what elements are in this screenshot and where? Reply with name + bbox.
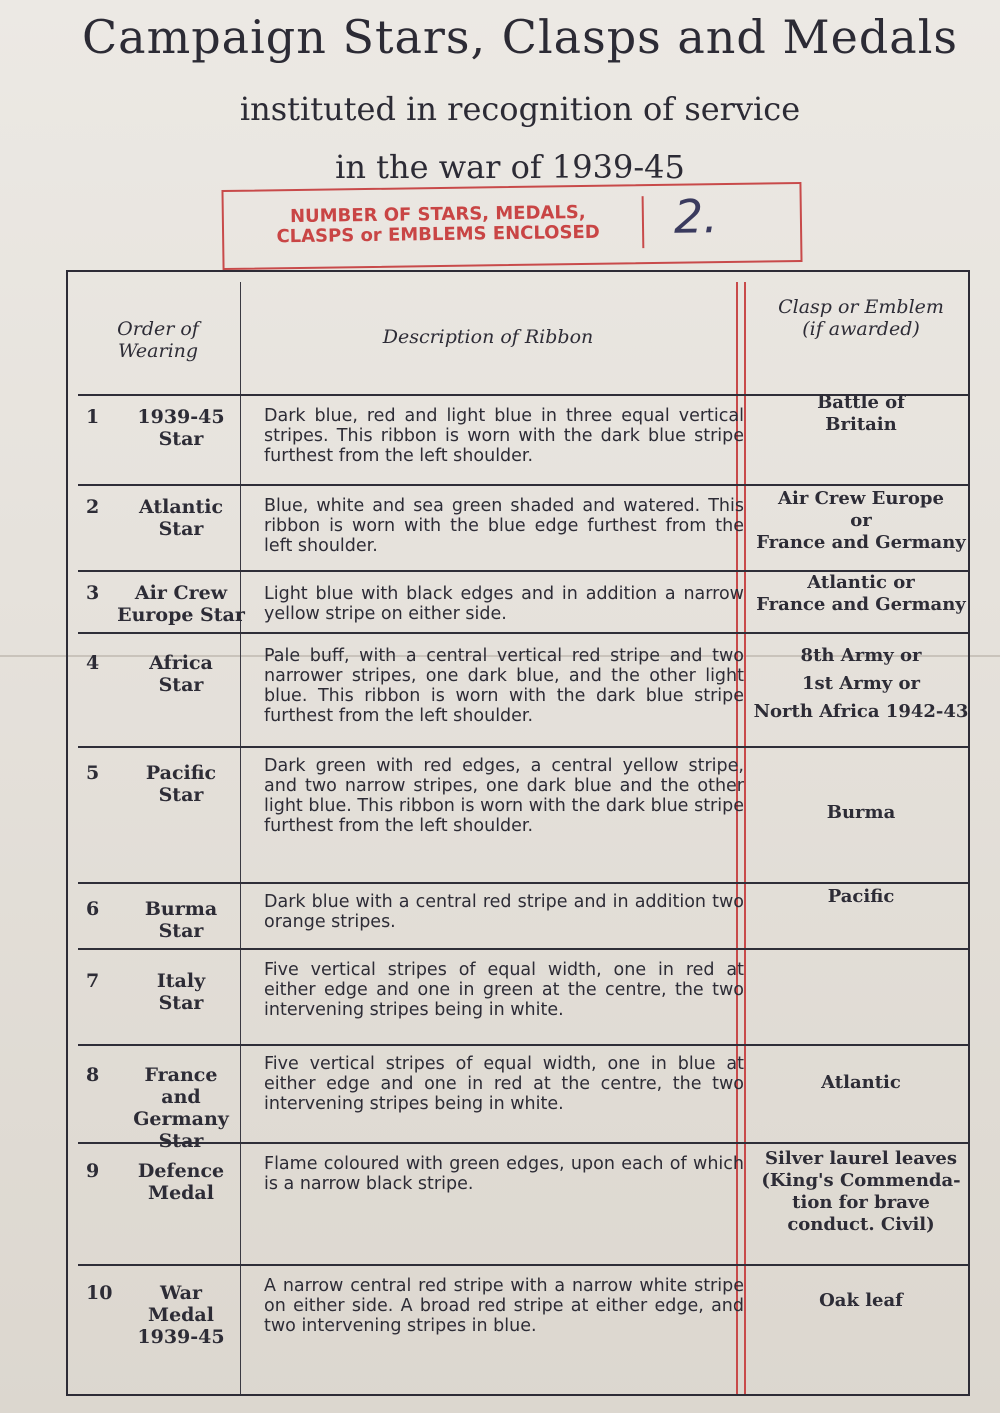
clasp-emblem: Pacific — [827, 886, 895, 907]
clasp-emblem: Air Crew Europe or France and Germany — [756, 488, 966, 553]
enclosed-label-line-2: CLASPS or EMBLEMS ENCLOSED — [276, 221, 600, 248]
order-number: 2 — [86, 496, 100, 518]
enclosed-count-divider — [642, 196, 645, 248]
order-number: 7 — [86, 970, 100, 992]
ribbon-description: A narrow central red stripe with a narrow white stripe on either side. A broad red stripe at either edge, and two intervening stripes in blue. — [264, 1276, 744, 1336]
row-divider — [78, 746, 968, 748]
row-divider — [78, 632, 968, 634]
subtitle-line-1: instituted in recognition of service — [239, 90, 801, 128]
ribbon-description: Pale buff, with a central vertical red stripe and two narrower stripes, one dark blue, and the other light blue. This ribbon is worn with the dark blue stripe furthest from the left shoulder. — [264, 646, 744, 726]
ribbon-description: Blue, white and sea green shaded and watered. This ribbon is worn with the blue edge furthest from the left shoulder. — [264, 496, 744, 556]
ribbon-description: Flame coloured with green edges, upon each of which is a narrow black stripe. — [264, 1154, 744, 1194]
medal-name: War Medal 1939-45 — [137, 1282, 225, 1348]
medal-name: Italy Star — [156, 970, 206, 1014]
ribbon-description: Dark blue with a central red stripe and in addition two orange stripes. — [264, 892, 744, 932]
order-number: 8 — [86, 1064, 100, 1086]
ribbon-description: Five vertical stripes of equal width, one in blue at either edge and one in red at the centre, the two intervening stripes being in white. — [264, 1054, 744, 1114]
clasp-emblem: Battle of Britain — [817, 392, 905, 435]
medal-name: France and Germany Star — [133, 1064, 229, 1152]
medals-table — [66, 270, 970, 1396]
header-order-of-wearing — [78, 318, 238, 362]
enclosed-count-label — [238, 202, 639, 248]
header-order-line-2: Wearing — [117, 340, 199, 362]
column-divider-red — [744, 282, 746, 1394]
clasp-emblem: Atlantic or France and Germany — [756, 572, 966, 615]
medal-name: Africa Star — [149, 652, 213, 696]
order-number: 9 — [86, 1160, 100, 1182]
medal-name: Atlantic Star — [138, 496, 224, 540]
clasp-emblem: Silver laurel leaves (King's Commenda- tion for brave conduct. Civil) — [761, 1148, 961, 1235]
row-divider — [78, 882, 968, 884]
row-divider — [78, 1264, 968, 1266]
ribbon-description: Dark blue, red and light blue in three equal vertical stripes. This ribbon is worn with the dark blue stripe furthest from the left shoulder. — [264, 406, 744, 466]
medal-name: Air Crew Europe Star — [117, 582, 245, 626]
header-clasp-or-emblem — [750, 296, 972, 340]
enclosed-label-line-1: NUMBER OF STARS, MEDALS, — [289, 201, 586, 228]
order-number: 3 — [86, 582, 100, 604]
enclosed-count-value: 2. — [673, 189, 719, 244]
medal-name: Pacific Star — [145, 762, 217, 806]
row-divider — [78, 948, 968, 950]
clasp-emblem: 8th Army or 1st Army or North Africa 1942-43 — [753, 645, 969, 722]
ribbon-description: Dark green with red edges, a central yellow stripe, and two narrow stripes, one dark blue and the other light blue. This ribbon is worn with the dark blue stripe furthest from the left shoulder. — [264, 756, 744, 836]
clasp-emblem: Oak leaf — [819, 1290, 903, 1311]
header-clasp-line-2: (if awarded) — [802, 318, 920, 340]
header-description: Description of Ribbon — [382, 326, 594, 348]
subtitle-line-2: in the war of 1939-45 — [335, 148, 685, 186]
order-number: 6 — [86, 898, 100, 920]
row-divider — [78, 1044, 968, 1046]
order-number: 5 — [86, 762, 100, 784]
order-number: 10 — [86, 1282, 113, 1304]
header-clasp-line-1: Clasp or Emblem — [778, 296, 944, 318]
medal-name: Burma Star — [144, 898, 218, 942]
clasp-emblem: Burma — [826, 802, 896, 823]
header-order-line-1: Order of — [117, 318, 199, 340]
medal-name: 1939-45 Star — [137, 406, 225, 450]
enclosed-count-box — [221, 182, 802, 270]
ribbon-description: Five vertical stripes of equal width, one in red at either edge and one in green at the centre, the two intervening stripes being in white. — [264, 960, 744, 1020]
medal-name: Defence Medal — [137, 1160, 225, 1204]
ribbon-description: Light blue with black edges and in addition a narrow yellow stripe on either side. — [264, 584, 744, 624]
order-number: 4 — [86, 652, 100, 674]
order-number: 1 — [86, 406, 100, 428]
clasp-emblem: Atlantic — [821, 1072, 901, 1093]
page-title: Campaign Stars, Clasps and Medals — [81, 10, 959, 64]
row-divider — [78, 484, 968, 486]
